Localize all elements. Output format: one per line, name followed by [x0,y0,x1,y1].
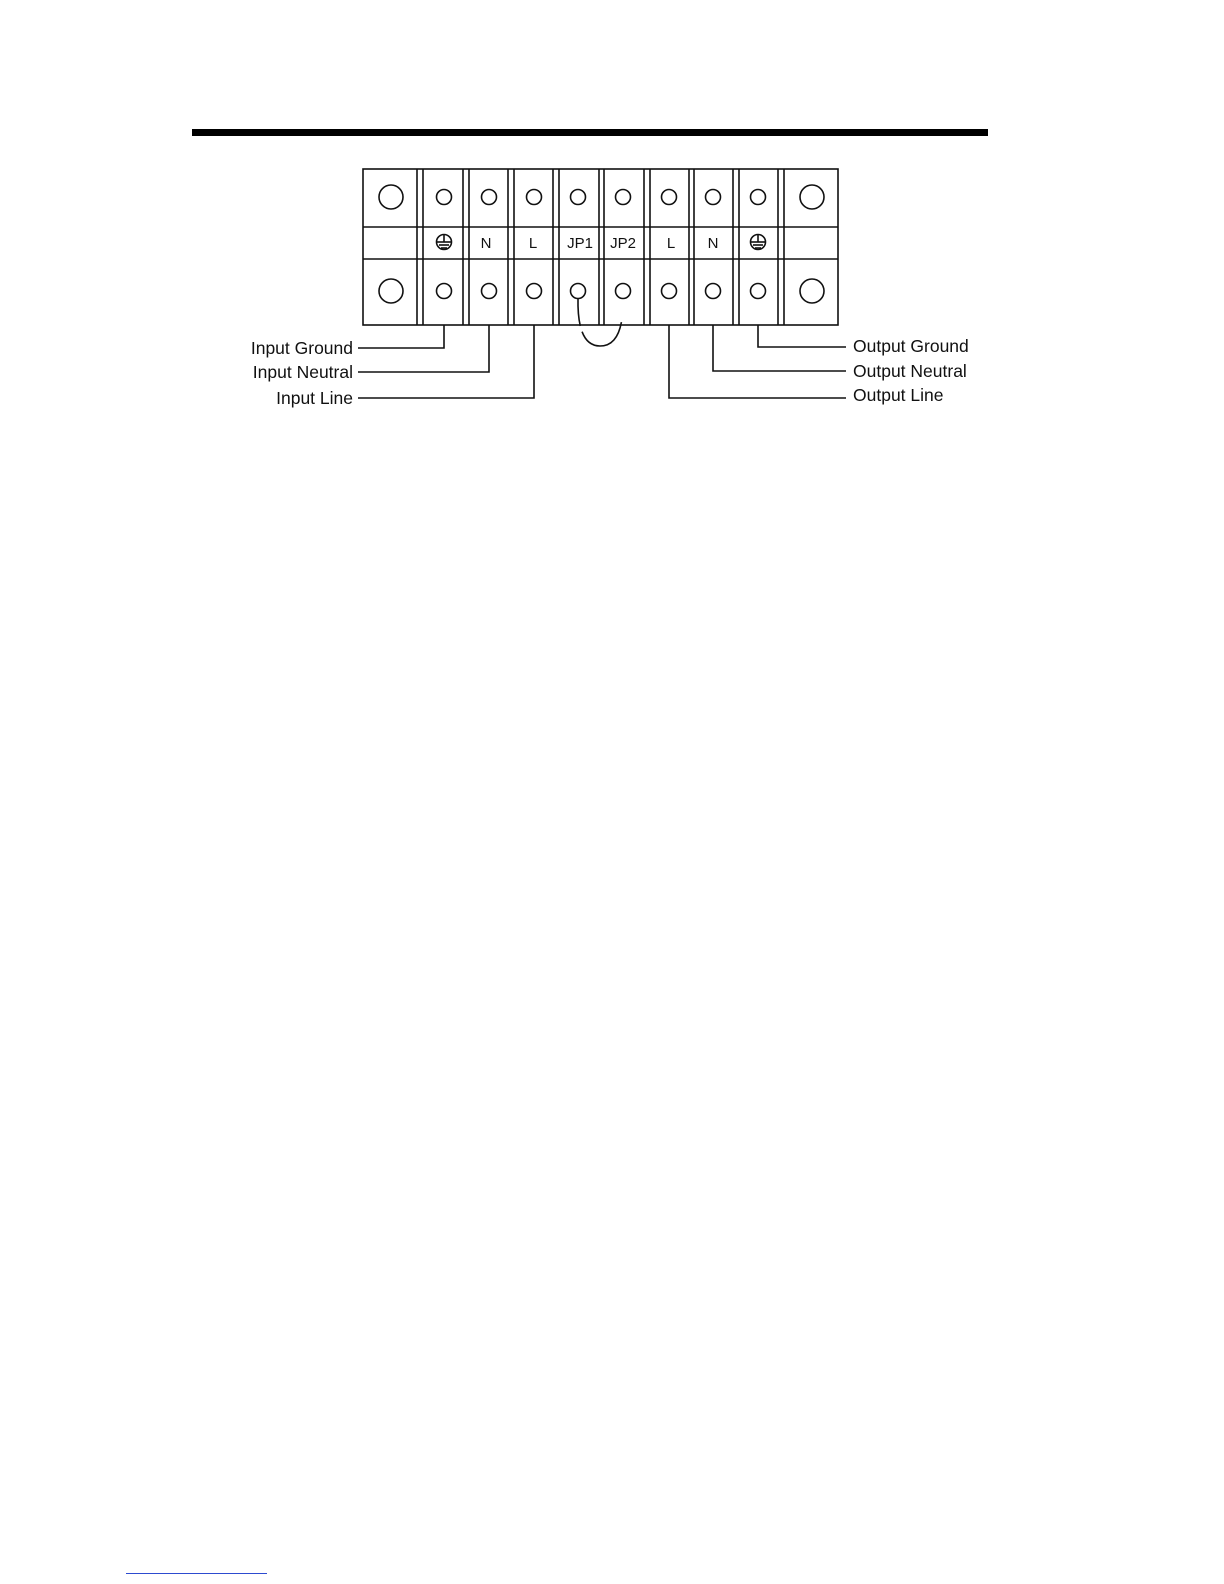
ground-icon [437,235,452,250]
screw-input-neutral-top [482,190,497,205]
output-ground-leader [758,325,846,347]
screw-output-ground-bottom [751,284,766,299]
terminal-label-input-line: L [528,235,538,252]
jumper-wire [578,298,623,346]
output-neutral-leader [713,325,846,371]
mounting-hole-top-right [800,185,824,209]
callout-output-neutral: Output Neutral [853,361,967,381]
callout-output-line: Output Line [853,385,944,405]
callout-input-line: Input Line [276,388,353,408]
screw-output-line-bottom [662,284,677,299]
terminal-label-output-line: L [666,235,676,252]
screw-output-neutral-top [706,190,721,205]
terminal-block-frame [363,169,838,325]
mounting-hole-bottom-left [379,279,403,303]
callout-input-neutral: Input Neutral [252,362,353,382]
terminal-label-jp1: JP1 [567,235,593,252]
screw-output-neutral-bottom [706,284,721,299]
footer-link-underline[interactable] [126,1573,267,1574]
input-line-leader [358,325,534,398]
ground-icon [751,235,766,250]
terminal-label-output-neutral: N [707,235,719,252]
screw-input-neutral-bottom [482,284,497,299]
screw-jp2-bottom [616,284,631,299]
screw-output-line-top [662,190,677,205]
screw-jp1-bottom [571,284,586,299]
screw-input-line-top [527,190,542,205]
screw-input-ground-top [437,190,452,205]
mounting-hole-top-left [379,185,403,209]
screw-input-ground-bottom [437,284,452,299]
callout-input-ground: Input Ground [250,338,353,358]
screw-jp1-top [571,190,586,205]
terminal-label-input-neutral: N [480,235,492,252]
input-ground-leader [358,325,444,348]
screw-input-line-bottom [527,284,542,299]
terminal-block-diagram [0,0,1224,600]
screw-output-ground-top [751,190,766,205]
mounting-hole-bottom-right [800,279,824,303]
terminal-label-jp2: JP2 [610,235,636,252]
screw-jp2-top [616,190,631,205]
callout-output-ground: Output Ground [853,336,969,356]
